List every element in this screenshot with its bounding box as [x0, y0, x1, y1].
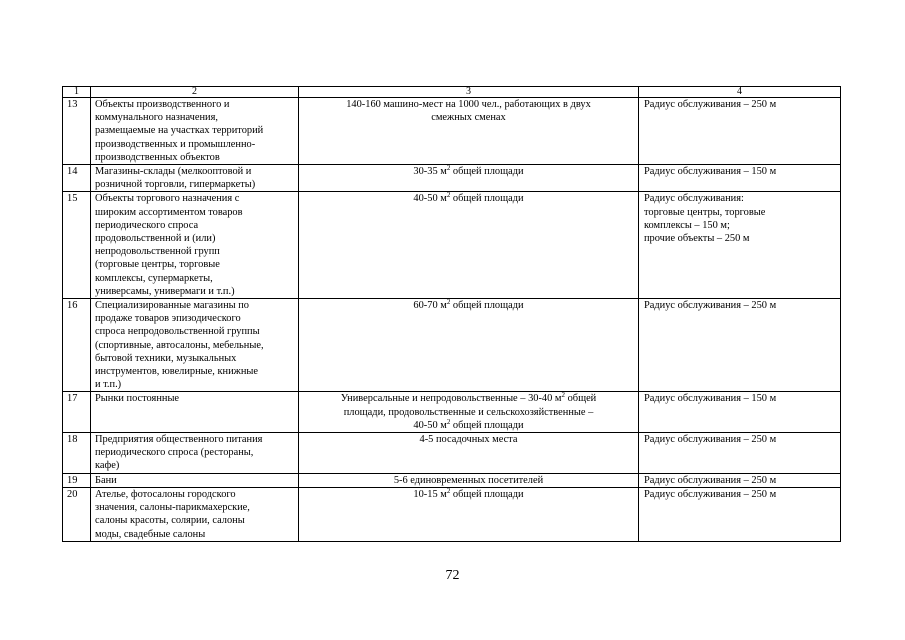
- norm-cell: [299, 392, 639, 433]
- object-cell: [91, 433, 299, 474]
- norm-superscript: 2: [446, 417, 451, 426]
- norm-cell: [299, 433, 639, 474]
- standards-table: [62, 86, 841, 542]
- row-number: 20: [63, 487, 91, 541]
- note-line: Радиус обслуживания – 250 м: [644, 99, 777, 110]
- object-line: Объекты производственного и: [95, 99, 230, 110]
- norm-cell: [299, 192, 639, 299]
- object-line: (спортивные, автосалоны, мебельные,: [95, 339, 264, 351]
- note-line: Радиус обслуживания:: [644, 193, 744, 205]
- object-cell: [91, 192, 299, 299]
- object-line: производственных объектов: [95, 151, 220, 163]
- norm-cell: [299, 98, 639, 165]
- norm-text: общей площади: [450, 419, 524, 431]
- norm-line: [302, 419, 635, 432]
- note-line: Радиус обслуживания – 250 м: [644, 488, 777, 500]
- norm-text: 60-70 м: [413, 300, 447, 312]
- table-row: [63, 299, 841, 392]
- note-cell: [639, 98, 841, 165]
- object-line: Бани: [95, 474, 117, 486]
- table-row: [63, 392, 841, 433]
- norm-cell: [299, 487, 639, 541]
- norm-text: 40-50 м: [413, 193, 447, 205]
- table-row: [63, 433, 841, 474]
- column-header: 4: [639, 87, 841, 98]
- object-line: моды, свадебные салоны: [95, 528, 206, 540]
- norm-superscript: 2: [561, 391, 565, 400]
- object-line: инструментов, ювелирные, книжные: [95, 366, 258, 378]
- norm-text: общей площади: [450, 488, 524, 500]
- column-header: 1: [63, 87, 91, 98]
- object-line: розничной торговли, гипермаркеты): [95, 179, 256, 191]
- object-cell: [91, 299, 299, 392]
- norm-text: 30-35 м: [413, 166, 447, 178]
- object-line: Специализированные магазины по: [95, 300, 249, 312]
- note-cell: [639, 473, 841, 487]
- object-line: Магазины-склады (мелкооптовой и: [95, 166, 252, 178]
- note-line: Радиус обслуживания – 250 м: [644, 300, 777, 312]
- object-line: непродовольственной групп: [95, 246, 220, 258]
- column-header: 2: [91, 87, 299, 98]
- object-line: размещаемые на участках территорий: [95, 125, 264, 137]
- norm-superscript: 2: [446, 191, 451, 200]
- table-row: [63, 487, 841, 541]
- object-cell: [91, 165, 299, 192]
- norm-line: [302, 392, 635, 405]
- note-cell: [639, 487, 841, 541]
- norm-cell: [299, 165, 639, 192]
- note-line: прочие объекты – 250 м: [644, 233, 750, 245]
- object-cell: [91, 487, 299, 541]
- object-line: спроса непродовольственной группы: [95, 326, 260, 338]
- norm-line: 4-5 посадочных места: [419, 434, 518, 446]
- object-cell: [91, 392, 299, 433]
- object-line: продаже товаров эпизодического: [95, 313, 241, 325]
- norm-superscript: 2: [446, 164, 451, 173]
- norm-line: площади, продовольственные и сельскохозяйственные –: [343, 406, 594, 418]
- norm-text: Универсальные и непродовольственные – 30-40 м: [340, 393, 562, 405]
- norm-line: 140-160 машино-мест на 1000 чел., работающих в двух: [346, 99, 591, 110]
- row-number: 19: [63, 473, 91, 487]
- object-line: комплексы, супермаркеты,: [95, 272, 213, 284]
- note-cell: [639, 192, 841, 299]
- norm-text: общей площади: [450, 166, 524, 178]
- norm-text: общей площади: [450, 193, 524, 205]
- page-number: 72: [445, 568, 460, 583]
- row-number: 17: [63, 392, 91, 433]
- norm-line: 5-6 единовременных посетителей: [393, 474, 544, 486]
- object-line: значения, салоны-парикмахерские,: [95, 502, 250, 514]
- note-line: Радиус обслуживания – 250 м: [644, 434, 777, 446]
- object-line: Ателье, фотосалоны городского: [95, 488, 236, 500]
- norm-line: смежных сменах: [431, 112, 506, 124]
- object-line: Предприятия общественного питания: [95, 434, 263, 446]
- row-number: 18: [63, 433, 91, 474]
- table-header-row: [63, 87, 841, 98]
- row-number: 14: [63, 165, 91, 192]
- table-row: [63, 98, 841, 165]
- row-number: 15: [63, 192, 91, 299]
- object-line: продовольственной и (или): [95, 233, 216, 245]
- table-row: [63, 165, 841, 192]
- object-line: периодического спроса (рестораны,: [95, 447, 254, 459]
- object-line: салоны красоты, солярии, салоны: [95, 515, 245, 527]
- object-line: Объекты торгового назначения с: [95, 193, 240, 205]
- note-line: торговые центры, торговые: [644, 206, 766, 218]
- table-row: [63, 192, 841, 299]
- row-number: 13: [63, 98, 91, 165]
- note-line: Радиус обслуживания – 150 м: [644, 393, 777, 405]
- note-cell: [639, 392, 841, 433]
- object-cell: [91, 98, 299, 165]
- object-line: коммунального назначения,: [95, 112, 218, 124]
- object-cell: [91, 473, 299, 487]
- norm-superscript: 2: [446, 486, 451, 495]
- note-line: Радиус обслуживания – 150 м: [644, 166, 777, 178]
- object-line: (торговые центры, торговые: [95, 259, 220, 271]
- object-line: и т.п.): [95, 379, 122, 391]
- note-line: комплексы – 150 м;: [644, 219, 730, 231]
- norm-cell: [299, 473, 639, 487]
- object-line: широким ассортиментом товаров: [95, 206, 243, 218]
- object-line: кафе): [95, 460, 120, 472]
- norm-text: общей: [564, 393, 597, 405]
- object-line: периодического спроса: [95, 219, 199, 231]
- column-header: 3: [299, 87, 639, 98]
- object-line: универсамы, универмаги и т.п.): [95, 285, 235, 297]
- norm-text: 40-50 м: [413, 419, 447, 431]
- object-line: бытовой техники, музыкальных: [95, 352, 237, 364]
- note-line: Радиус обслуживания – 250 м: [644, 474, 777, 486]
- norm-superscript: 2: [446, 298, 451, 307]
- row-number: 16: [63, 299, 91, 392]
- object-line: Рынки постоянные: [95, 393, 180, 405]
- norm-text: общей площади: [450, 300, 524, 312]
- norm-cell: [299, 299, 639, 392]
- norm-text: 10-15 м: [413, 488, 447, 500]
- note-cell: [639, 299, 841, 392]
- object-line: производственных и промышленно-: [95, 138, 256, 150]
- note-cell: [639, 165, 841, 192]
- note-cell: [639, 433, 841, 474]
- table-row: [63, 473, 841, 487]
